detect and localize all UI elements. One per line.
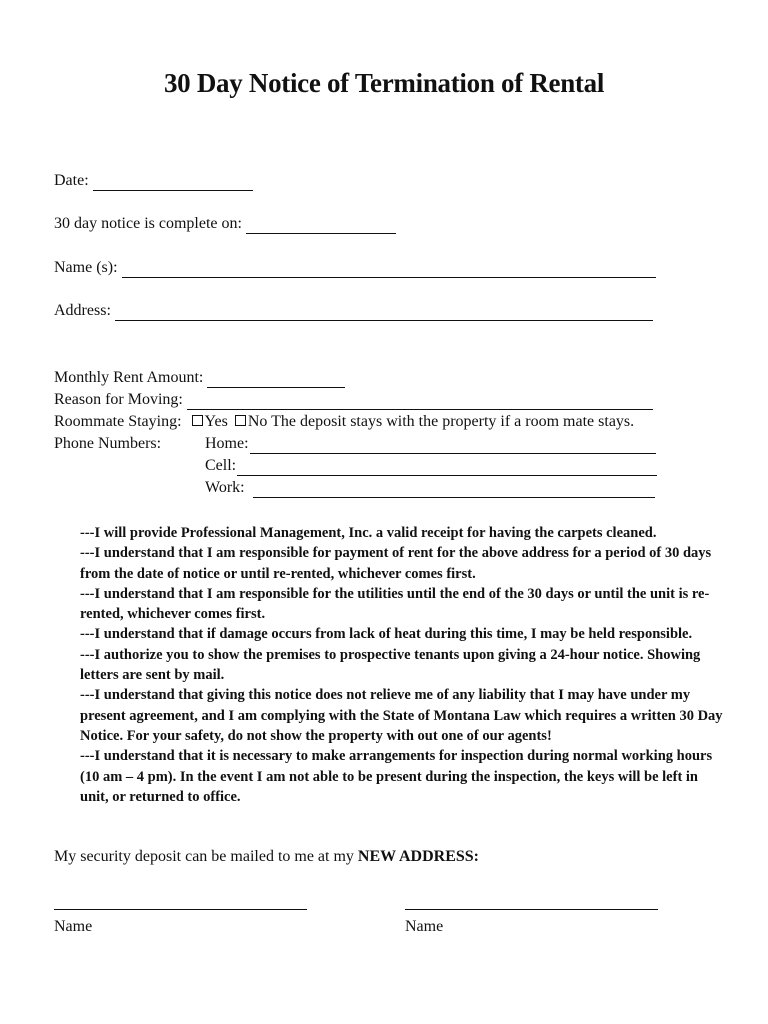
- work-phone-label: Work:: [205, 479, 245, 496]
- notice-complete-field[interactable]: [246, 219, 396, 234]
- roommate-label: Roommate Staying:: [54, 413, 182, 430]
- notice-complete-row: [54, 214, 396, 234]
- no-label: No: [247, 413, 268, 430]
- statement-carpets: ---I will provide Professional Management, Inc. a valid receipt for having the carpets cleaned.: [80, 525, 657, 541]
- reason-label: Reason for Moving:: [54, 391, 183, 408]
- names-field[interactable]: [122, 263, 656, 278]
- signature-label-left: Name: [54, 918, 93, 935]
- signature-label-right: Name: [405, 918, 444, 935]
- address-field[interactable]: [115, 306, 653, 321]
- work-phone-field[interactable]: [253, 483, 655, 498]
- names-label: Name (s):: [54, 259, 118, 276]
- statement-heat-damage: ---I understand that if damage occurs from lack of heat during this time, I may be held responsible.: [80, 626, 693, 643]
- date-label: Date:: [54, 172, 89, 189]
- notice-complete-label: 30 day notice is complete on:: [54, 215, 242, 232]
- yes-label: Yes: [204, 413, 228, 430]
- address-row: [54, 301, 653, 321]
- statement-liability: ---I understand that giving this notice does not relieve me of any liability that I may have under my present agreement, and I am complying with the State of Montana Law which requires a written 30 Day Notice. For your safety, do not show the property with out one of our agents!: [80, 687, 723, 744]
- home-phone-field[interactable]: [250, 439, 656, 454]
- yes-checkbox[interactable]: [192, 415, 203, 426]
- roommate-row: [54, 412, 634, 432]
- deposit-text: My security deposit can be mailed to me at my: [54, 848, 354, 865]
- work-phone-row: [205, 478, 655, 498]
- deposit-emphasis: NEW ADDRESS:: [357, 848, 479, 865]
- address-label: Address:: [54, 302, 111, 319]
- home-phone-label: Home:: [205, 435, 249, 452]
- no-checkbox[interactable]: [235, 415, 246, 426]
- date-field[interactable]: [93, 176, 253, 191]
- statement-showings: ---I authorize you to show the premises to prospective tenants upon giving a 24-hour notice. Showing letters are sent by mail.: [80, 646, 701, 684]
- statement-inspection: ---I understand that it is necessary to make arrangements for inspection during normal working hours (10 am – 4 pm). In the event I am not able to be present during the inspection, the keys will be left in unit, or returned to office.: [80, 748, 713, 805]
- phone-numbers-label: Phone Numbers:: [54, 435, 162, 452]
- home-phone-row: [205, 434, 656, 454]
- date-row: [54, 171, 253, 191]
- form-title: 30 Day Notice of Termination of Rental: [163, 68, 605, 98]
- monthly-rent-row: [54, 368, 345, 388]
- monthly-rent-field[interactable]: [207, 373, 345, 388]
- reason-row: [54, 390, 653, 410]
- roommate-note: The deposit stays with the property if a room mate stays.: [271, 413, 635, 430]
- signature-line-right[interactable]: [405, 909, 658, 910]
- deposit-row: [54, 847, 479, 867]
- cell-phone-row: [205, 456, 657, 476]
- acknowledgement-list: [80, 523, 730, 807]
- reason-field[interactable]: [187, 395, 653, 410]
- cell-phone-label: Cell:: [205, 457, 237, 474]
- statement-rent: ---I understand that I am responsible for payment of rent for the above address for a period of 30 days from the date of notice or until re-rented, whichever comes first.: [80, 545, 712, 582]
- statement-utilities: ---I understand that I am responsible for the utilities until the end of the 30 days or until the unit is re-rented, whichever comes first.: [80, 585, 710, 623]
- monthly-rent-label: Monthly Rent Amount:: [54, 369, 204, 386]
- cell-phone-field[interactable]: [237, 461, 657, 476]
- signature-line-left[interactable]: [54, 909, 307, 910]
- names-row: [54, 258, 656, 278]
